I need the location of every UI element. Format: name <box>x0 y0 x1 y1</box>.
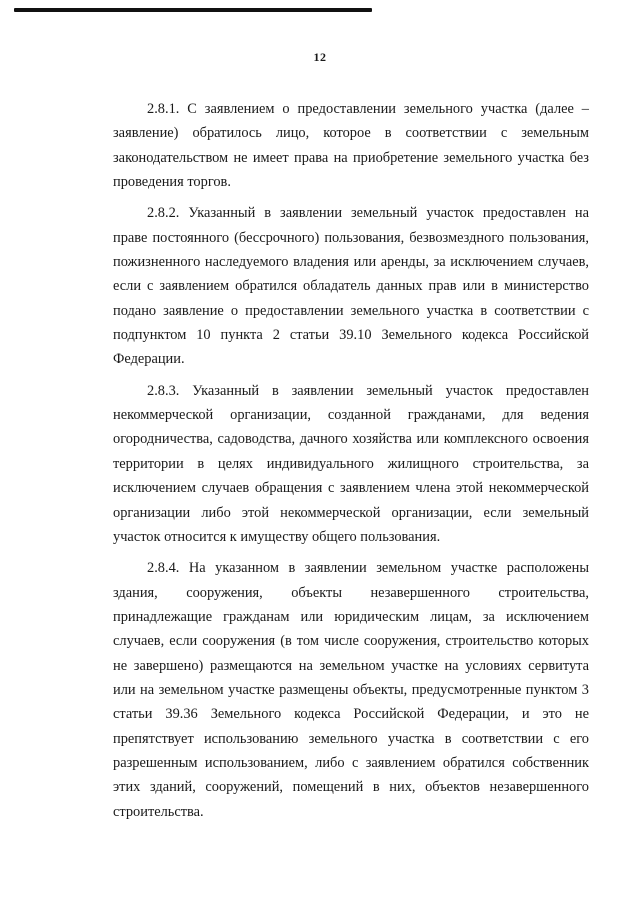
scan-edge-line <box>14 8 372 12</box>
page-number: 12 <box>313 50 327 64</box>
paragraph-2-8-4: 2.8.4. На указанном в заявлении земельном участке расположены здания, сооружения, объекты незавершенного строительства, принадлежащие гражданам или юридическим лицам, за исключением случаев, если сооружения (в том числе сооружения, строительство которых не завершено) размещаются на земельном участке на условиях сервитута или на земельном участке размещены объекты, предусмотренные пунктом 3 статьи 39.36 Земельного кодекса Российской Федерации, и это не препятствует использованию земельного участка в соответствии с его разрешенным использованием, либо с заявлением обратился собственник этих зданий, сооружений, помещений в них, объектов незавершенного строительства. <box>113 560 589 820</box>
document-body <box>113 97 589 831</box>
paragraph-2-8-2: 2.8.2. Указанный в заявлении земельный участок предоставлен на праве постоянного (бессрочного) пользования, безвозмездного пользования, пожизненного наследуемого владения или аренды, за исключением случаев, если с заявлением обратился обладатель данных прав или в министерство подано заявление о предоставлении земельного участка в соответствии с подпунктом 10 пункта 2 статьи 39.10 Земельного кодекса Российской Федерации. <box>113 205 589 368</box>
paragraph-2-8-1: 2.8.1. С заявлением о предоставлении земельного участка (далее – заявление) обратилось лицо, которое в соответствии с земельным законодательством не имеет права на приобретение земельного участка без проведения торгов. <box>113 101 589 191</box>
paragraph-2-8-3: 2.8.3. Указанный в заявлении земельный участок предоставлен некоммерческой организации, созданной гражданами, для ведения огородничества, садоводства, дачного хозяйства или комплексного освоения территории в целях индивидуального жилищного строительства, за исключением случаев обращения с заявлением члена этой некоммерческой организации либо этой некоммерческой организации, если земельный участок относится к имуществу общего пользования. <box>113 382 589 545</box>
